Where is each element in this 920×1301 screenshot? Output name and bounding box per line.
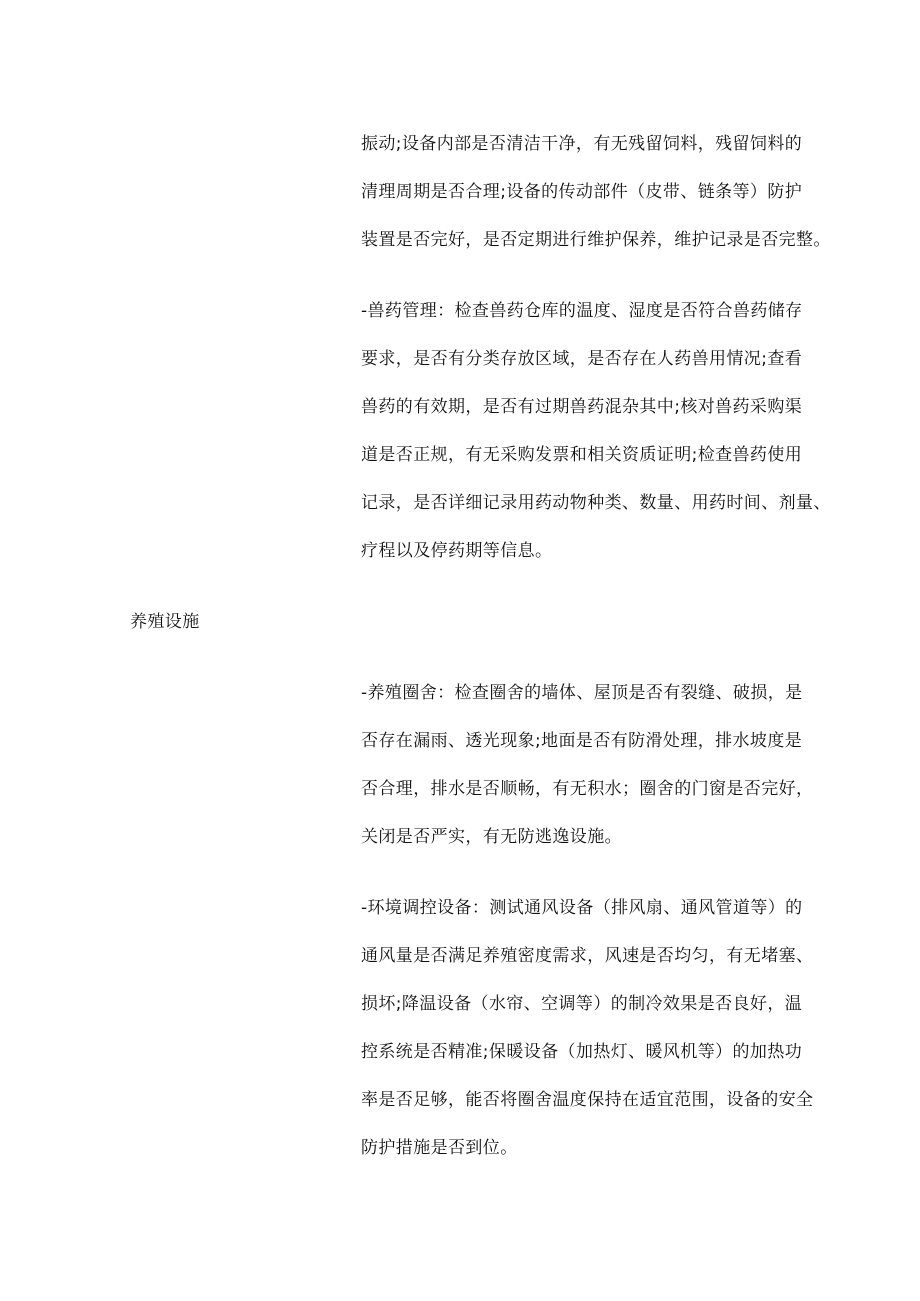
text-line: 清理周期是否合理;设备的传动部件（皮带、链条等）防护 bbox=[361, 182, 803, 202]
text-line: 要求，是否有分类存放区域，是否存在人药兽用情况;查看 bbox=[361, 349, 803, 369]
text-line: 兽药的有效期，是否有过期兽药混杂其中;核对兽药采购渠 bbox=[361, 397, 803, 417]
section-heading: 养殖设施 bbox=[130, 612, 200, 632]
text-line: 振动;设备内部是否清洁干净，有无残留饲料，残留饲料的 bbox=[361, 134, 803, 154]
text-line: 疗程以及停药期等信息。 bbox=[361, 541, 553, 561]
text-line: 道是否正规，有无采购发票和相关资质证明;检查兽药使用 bbox=[361, 445, 803, 465]
text-line: 关闭是否严实，有无防逃逸设施。 bbox=[361, 827, 622, 847]
text-line: -兽药管理：检查兽药仓库的温度、湿度是否符合兽药储存 bbox=[361, 301, 803, 321]
text-line: 记录，是否详细记录用药动物种类、数量、用药时间、剂量、 bbox=[361, 493, 831, 513]
text-line: 率是否足够，能否将圈舍温度保持在适宜范围，设备的安全 bbox=[361, 1090, 814, 1110]
text-line: 否合理，排水是否顺畅，有无积水；圈舍的门窗是否完好， bbox=[361, 779, 814, 799]
text-line: 否存在漏雨、透光现象;地面是否有防滑处理，排水坡度是 bbox=[361, 731, 803, 751]
text-line: -养殖圈舍：检查圈舍的墙体、屋顶是否有裂缝、破损，是 bbox=[361, 683, 803, 703]
text-line: 损坏;降温设备（水帘、空调等）的制冷效果是否良好，温 bbox=[361, 994, 803, 1014]
text-line: 控系统是否精准;保暖设备（加热灯、暖风机等）的加热功 bbox=[361, 1042, 803, 1062]
text-line: -环境调控设备：测试通风设备（排风扇、通风管道等）的 bbox=[361, 898, 803, 918]
text-line: 装置是否完好，是否定期进行维护保养，维护记录是否完整。 bbox=[361, 230, 831, 250]
text-line: 防护措施是否到位。 bbox=[361, 1138, 518, 1158]
text-line: 通风量是否满足养殖密度需求，风速是否均匀，有无堵塞、 bbox=[361, 946, 814, 966]
